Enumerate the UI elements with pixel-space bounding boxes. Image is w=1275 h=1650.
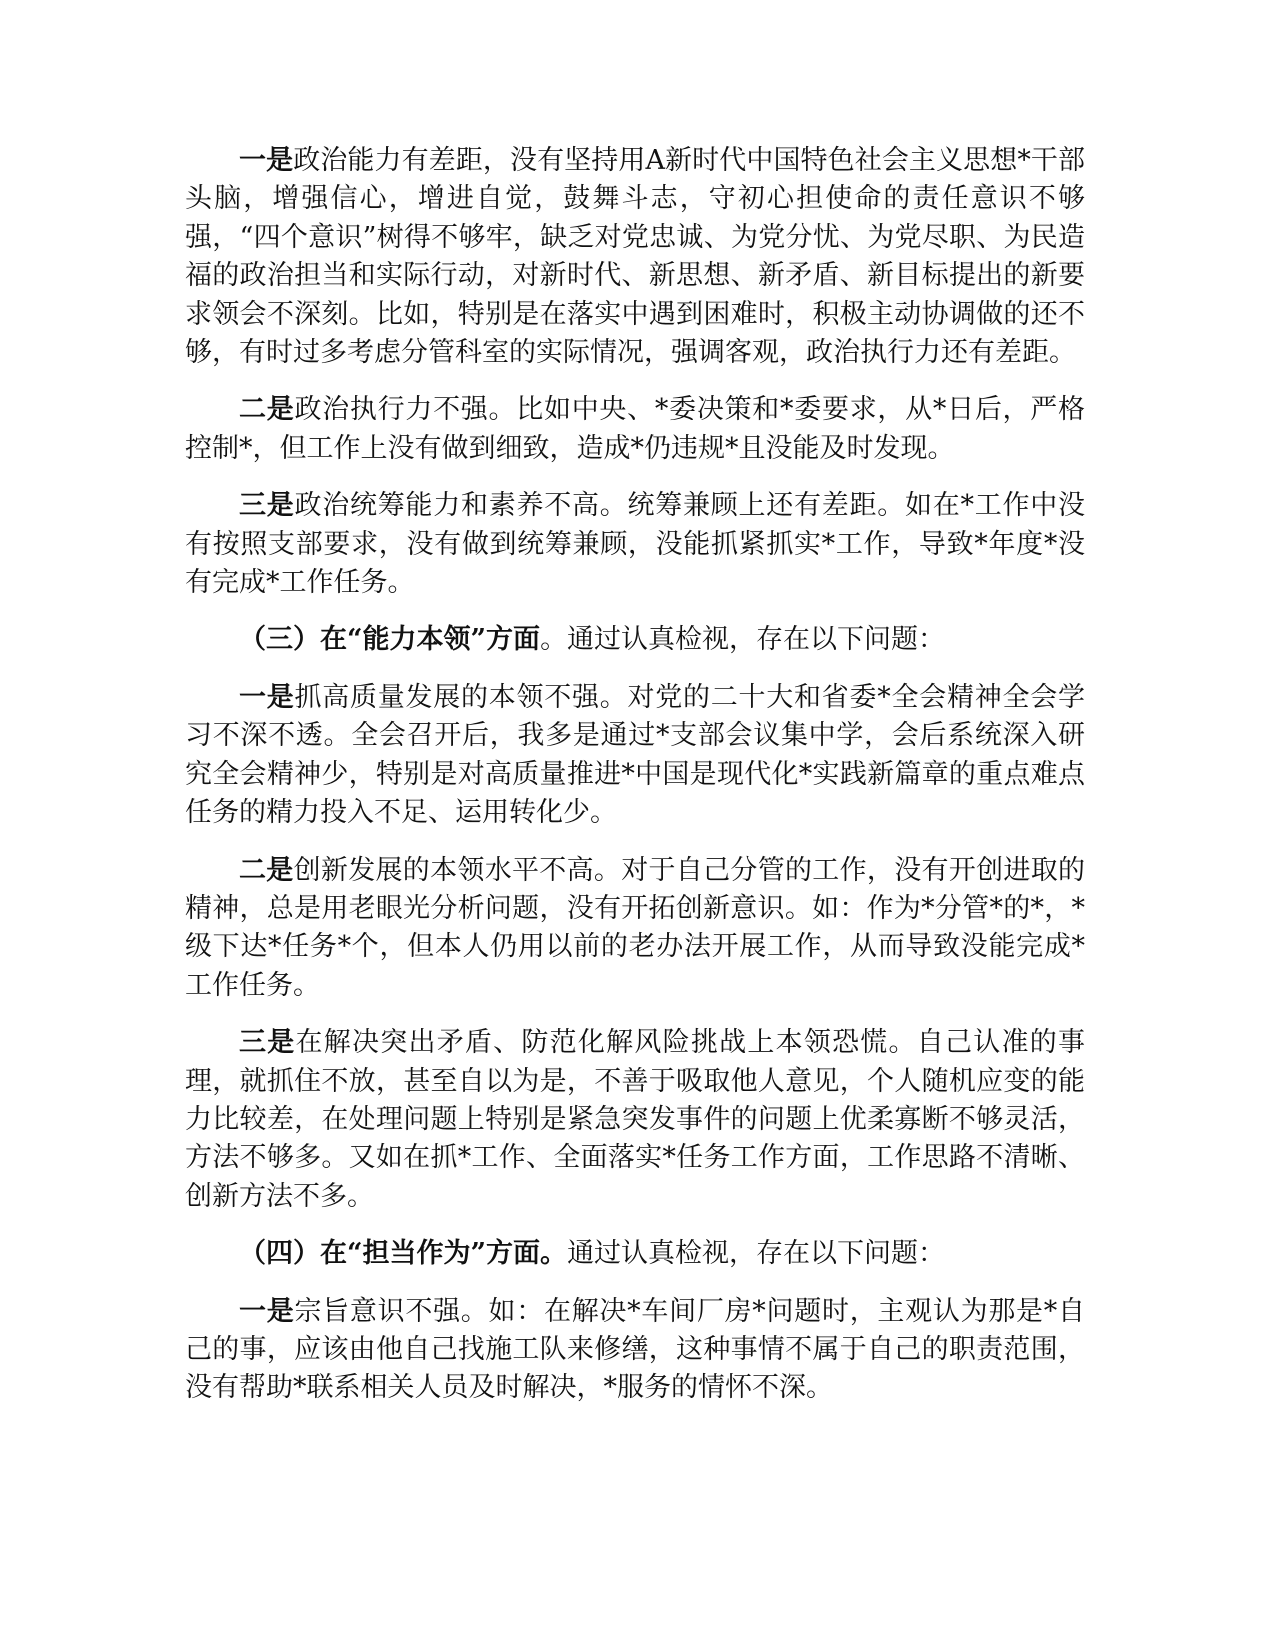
paragraph-text: 宗旨意识不强。如：在解决*车间厂房*问题时，主观认为那是*自己的事，应该由他自己找施工队来修缮，这种事情不属于自己的职责范围，没有帮助*联系相关人员及时解决，*服务的情怀不深。 <box>185 1295 1086 1404</box>
paragraph <box>185 391 1085 468</box>
paragraph-lead: 二是 <box>239 854 294 886</box>
paragraph-text: 抓高质量发展的本领不强。对党的二十大和省委*全会精神全会学习不深不透。全会召开后，我多是通过*支部会议集中学，会后系统深入研究全会精神少，特别是对高质量推进*中国是现代化*实践新篇章的重点难点任务的精力投入不足、运用转化少。 <box>185 681 1085 829</box>
section-heading-text: 。通过认真检视，存在以下问题： <box>540 624 946 656</box>
paragraph-text: 在解决突出矛盾、防范化解风险挑战上本领恐慌。自己认准的事理，就抓住不放，甚至自以为是，不善于吸取他人意见，个人随机应变的能力比较差，在处理问题上特别是紧急突发事件的问题上优柔寡断不够灵活，方法不够多。又如在抓*工作、全面落实*任务工作方面，工作思路不清晰、创新方法不多。 <box>185 1027 1086 1212</box>
paragraph-text: 政治执行力不强。比如中央、*委决策和*委要求，从*日后，严格控制*，但工作上没有做到细致，造成*仍违规*且没能及时发现。 <box>185 394 1086 464</box>
section-heading-text: 通过认真检视，存在以下问题： <box>567 1238 946 1270</box>
paragraph <box>185 852 1085 1006</box>
section-heading <box>185 621 1085 659</box>
paragraph <box>185 487 1085 602</box>
paragraph <box>185 679 1085 833</box>
paragraph-lead: 一是 <box>239 681 295 713</box>
paragraph-lead: 三是 <box>239 490 295 522</box>
paragraph <box>185 1024 1085 1216</box>
paragraph-lead: 二是 <box>239 394 295 426</box>
paragraph-lead: 三是 <box>239 1027 296 1059</box>
paragraph-text: 创新发展的本领水平不高。对于自己分管的工作，没有开创进取的精神，总是用老眼光分析问题，没有开拓创新意识。如：作为*分管*的*，*级下达*任务*个，但本人仍用以前的老办法开展工作，从而导致没能完成*工作任务。 <box>185 854 1086 1001</box>
section-heading-lead: （四）在“担当作为”方面。 <box>239 1238 568 1270</box>
section-heading-lead: （三）在“能力本领”方面 <box>239 624 541 656</box>
section-heading <box>185 1235 1085 1273</box>
paragraph-text: 政治能力有差距，没有坚持用A新时代中国特色社会主义思想*干部头脑，增强信心，增进自觉，鼓舞斗志，守初心担使命的责任意识不够强，“四个意识”树得不够牢，缺乏对党忠诚、为党分忧、为党尽职、为民造福的政治担当和实际行动，对新时代、新思想、新矛盾、新目标提出的新要求领会不深刻。比如，特别是在落实中遇到困难时，积极主动协调做的还不够，有时过多考虑分管科室的实际情况，强调客观，政治执行力还有差距。 <box>185 145 1086 369</box>
paragraph-text: 政治统筹能力和素养不高。统筹兼顾上还有差距。如在*工作中没有按照支部要求，没有做到统筹兼顾，没能抓紧抓实*工作，导致*年度*没有完成*工作任务。 <box>185 490 1085 599</box>
document-body <box>185 142 1085 1427</box>
paragraph <box>185 1293 1085 1408</box>
paragraph-lead: 一是 <box>239 145 294 176</box>
paragraph <box>185 142 1085 372</box>
paragraph-lead: 一是 <box>239 1295 295 1327</box>
